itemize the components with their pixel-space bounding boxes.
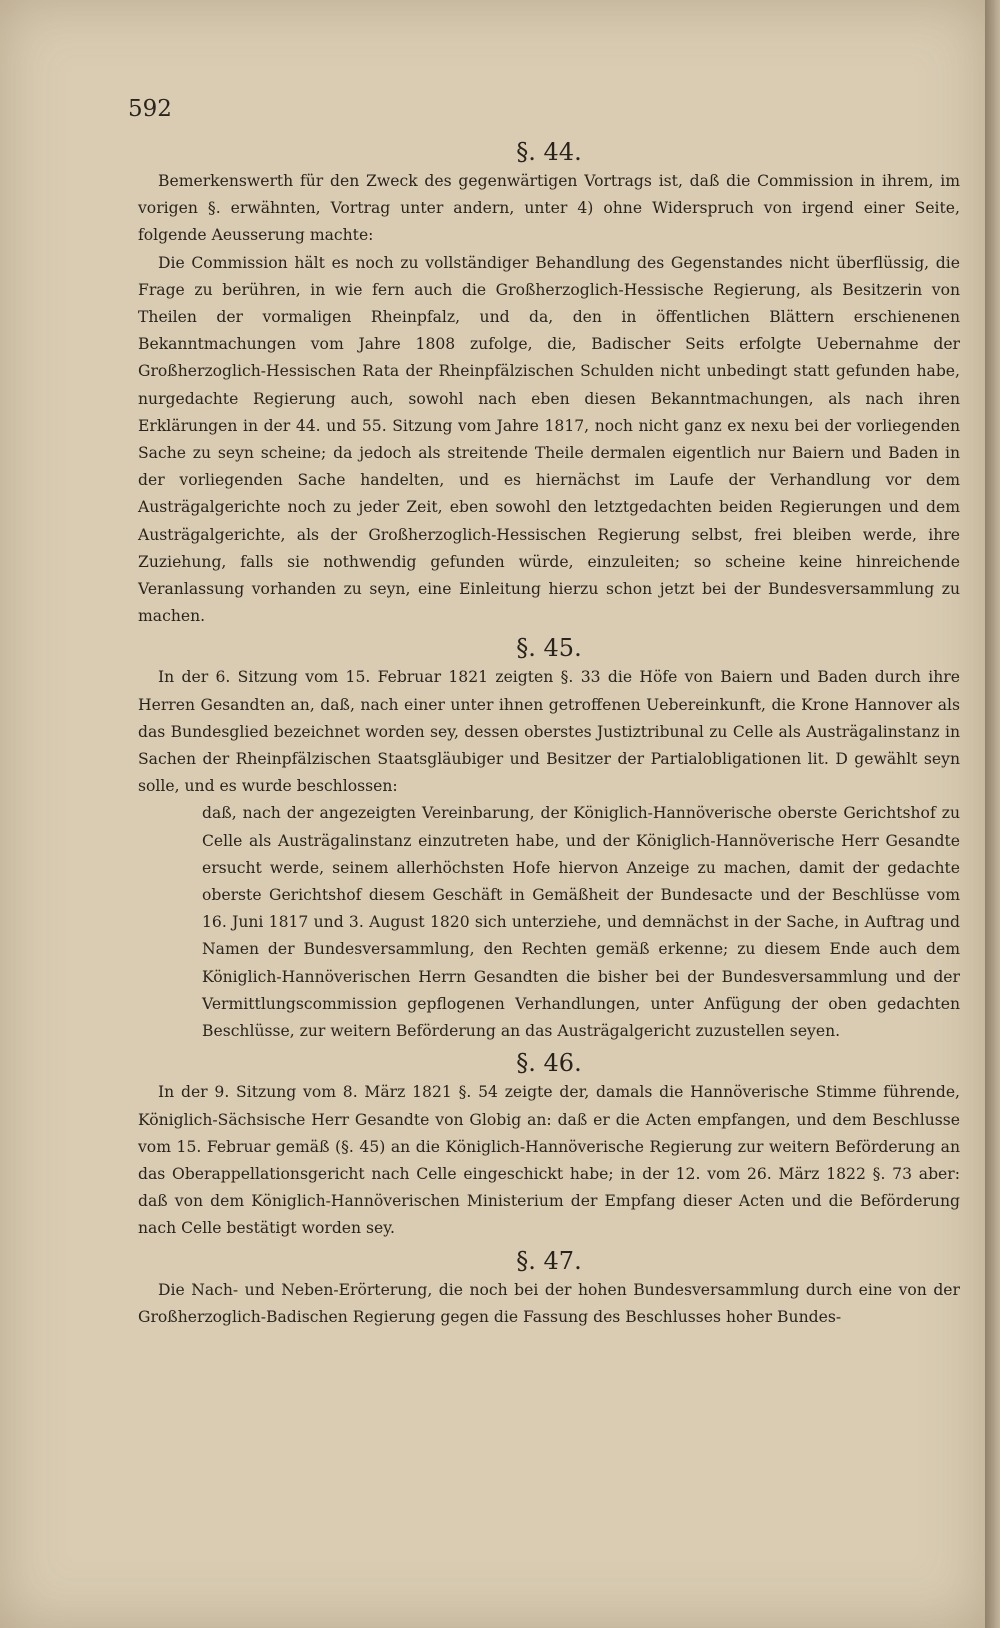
section-45-body: daß, nach der angezeigten Vereinbarung, der Königlich-Hannöverische oberste Gerichtshof zu Celle als Austrägalinstanz einzutreten habe, und der Königlich-Hannöverische Herr Gesandte ersucht werde, seinem allerhöchsten Hofe hiervon Anzeige zu machen, damit der gedachte oberste Gerichtshof diesem Geschäft in Gemäßheit der Bundesacte und der Beschlüsse vom 16. Juni 1817 und 3. August 1820 sich unterziehe, und demnächst in der Sache, in Auftrag und Namen der Bundesversammlung, den Rechten gemäß erkenne; zu diesem Ende auch dem Königlich-Hannöverischen Herrn Gesandten die bisher bei der Bundesversammlung und der Vermittlungscommission gepflogenen Verhandlungen, unter Anfügung der oben gedachten Beschlüsse, zur weitern Beförderung an das Austrägalgericht zuzustellen seyen. [202,804,960,1041]
page-number: 592 [128,96,172,122]
section-heading-47: §. 47. [516,1246,582,1275]
section-45-intro: In der 6. Sitzung vom 15. Februar 1821 zeigten §. 33 die Höfe von Baiern und Baden durch ihre Herren Gesandten an, daß, nach einer unter ihnen getroffenen Uebereinkunft, die Krone Hannover als das Bundesglied bezeichnet worden sey, dessen oberstes Justiztribunal zu Celle als Austrägalinstanz in Sachen der Rheinpfälzischen Staatsgläubiger und Besitzer der Partialobligationen lit. D gewählt seyn solle, und es wurde beschlossen: [138,668,960,796]
section-44-body: Die Commission hält es noch zu vollständiger Behandlung des Gegenstandes nicht überflüssig, die Frage zu berühren, in wie fern auch die Großherzoglich-Hessische Regierung, als Besitzerin von Theilen der vormaligen Rheinpfalz, und da, den in öffentlichen Blättern erschienenen Bekanntmachungen vom Jahre 1808 zufolge, die, Badischer Seits erfolgte Uebernahme der Großherzoglich-Hessischen Rata der Rheinpfälzischen Schulden nicht unbedingt statt gefunden habe, nurgedachte Regierung auch, sowohl nach eben diesen Bekanntmachungen, als nach ihren Erklärungen in der 44. und 55. Sitzung vom Jahre 1817, noch nicht ganz ex nexu bei der vorliegenden Sache zu seyn scheine; da jedoch als streitende Theile dermalen eigentlich nur Baiern und Baden in der vorliegenden Sache handelten, und es hiernächst im Laufe der Verhandlung vor dem Austrägalgerichte noch zu jeder Zeit, eben sowohl den letztgedachten beiden Regierungen und dem Austrägalgerichte, als der Großherzoglich-Hessischen Regierung selbst, frei bleiben werde, ihre Zuziehung, falls sie nothwendig gefunden würde, einzuleiten; so scheine keine hinreichende Veranlassung vorhanden zu seyn, eine Einleitung hierzu schon jetzt bei der Bundesversammlung zu machen. [138,253,960,626]
page-content [138,92,960,1331]
section-44-intro: Bemerkenswerth für den Zweck des gegenwärtigen Vortrags ist, daß die Commission in ihrem, im vorigen §. erwähnten, Vortrag unter andern, unter 4) ohne Widerspruch von irgend einer Seite, folgende Aeusserung machte: [138,172,960,245]
section-heading-44: §. 44. [516,138,582,166]
section-heading-45: §. 45. [516,634,582,663]
section-46-intro: In der 9. Sitzung vom 8. März 1821 §. 54 zeigte der, damals die Hannöverische Stimme führende, Königlich-Sächsische Herr Gesandte von Globig an: daß er die Acten empfangen, und dem Beschlusse vom 15. Februar gemäß (§. 45) an die Königlich-Hannöverische Regierung zur weitern Beförderung an das Oberappellationsgericht nach Celle eingeschickt habe; in der 12. vom 26. März 1822 §. 73 aber: daß von dem Königlich-Hannöverischen Ministerium der Empfang dieser Acten und die Beförderung nach Celle bestätigt worden sey. [138,1083,960,1238]
section-47-intro: Die Nach- und Neben-Erörterung, die noch bei der hohen Bundesversammlung durch eine von der Großherzoglich-Badischen Regierung gegen die Fassung des Beschlusses hoher Bundes- [138,1280,960,1326]
section-heading-46: §. 46. [516,1049,582,1078]
page-edge [985,0,1000,1628]
